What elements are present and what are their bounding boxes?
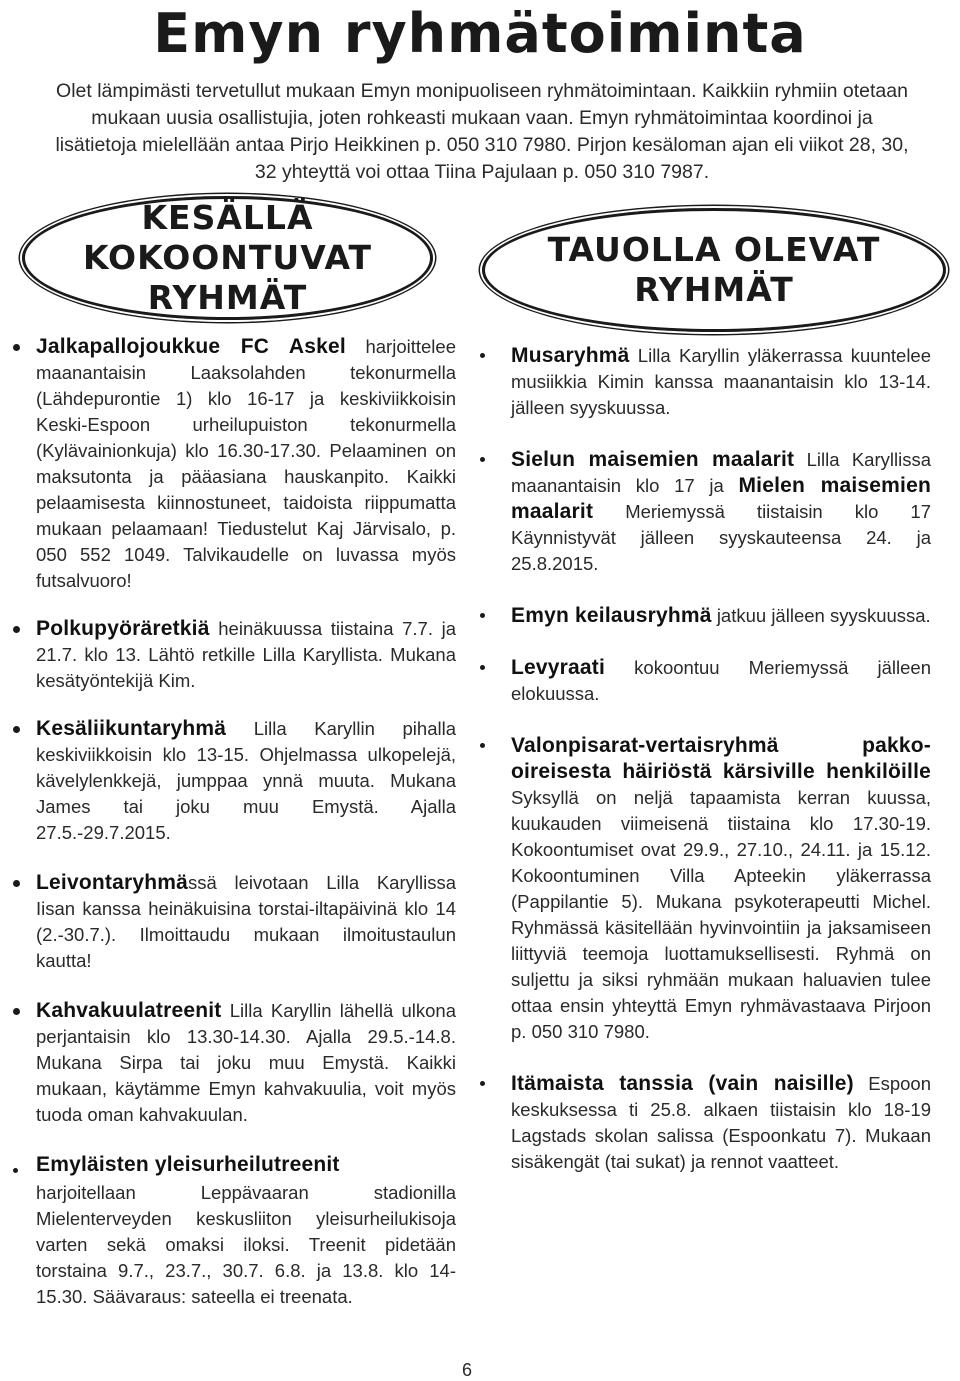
bullet-icon	[13, 880, 20, 887]
list-item	[36, 998, 456, 1128]
bullet-icon	[13, 1008, 20, 1015]
bullet-icon	[13, 344, 20, 351]
group-name: Emyläisten yleisurheilutreenit	[36, 1153, 340, 1176]
group-description: Syksyllä on neljä tapaamista kerran kuussa, kuukauden viimeisenä tiistaina klo 17.30-19. Kokoontumiset ovat 29.9., 27.10., 24.11. ja 15.12. Kokoontuminen Villa Apteekin yläkerrassa (Pappilantie 5). Mukana psykoterapeutti Michel. Ryhmässä käsitellään hyvinvointiin ja jaksamiseen liittyviä teemoja luottamuksellisesti. Ryhmä on suljettu ja siksi ryhmään mukaan haluavien tulee ottaa ensin yhteyttä Emyn ryhmävastaava Pirjoon p. 050 310 7980.	[511, 787, 931, 1042]
group-name: Leivontaryhmä	[36, 871, 188, 894]
banner-line: KESÄLLÄ	[141, 198, 314, 237]
intro-paragraph: Olet lämpimästi tervetullut mukaan Emyn monipuoliseen ryhmätoimintaan. Kaikkiin ryhmiin otetaan mukaan uusia osallistujia, joten rohkeasti mukaan vaan. Emyn ryhmätoimintaa koordinoi ja lisätietoja mielellään antaa Pirjo Heikkinen p. 050 310 7980. Pirjon kesäloman ajan eli viikot 28, 30, 32 yhteyttä voi ottaa Tiina Pajulaan p. 050 310 7987.	[55, 80, 909, 183]
group-description: kokoontuu Meriemyssä jälleen elokuussa.	[511, 657, 931, 704]
group-description: Lilla Karyllin lähellä ulkona perjantaisin klo 13.30-14.30. Ajalla 29.5.-14.8. Mukana Sirpa tai joku muu Emystä. Kaikki mukaan, käytämme Emyn kahvakuulia, voit myös tuoda oman kahvakuulan.	[36, 1000, 456, 1125]
group-description: jatkuu jälleen syyskuussa.	[716, 605, 931, 626]
page-title: Emyn ryhmätoiminta	[153, 2, 807, 65]
list-item	[36, 870, 456, 974]
list-item	[36, 334, 456, 594]
list-item	[36, 616, 456, 694]
group-name: Musaryhmä	[511, 344, 630, 367]
list-item	[511, 655, 931, 707]
group-name: Jalkapallojoukkue FC Askel	[36, 335, 346, 358]
bullet-icon	[480, 743, 485, 748]
banner-line: TAUOLLA OLEVAT	[547, 230, 881, 269]
group-description: heinäkuussa tiistaina 7.7. ja 21.7. klo 13. Lähtö retkille Lilla Karyllista. Mukana kesätyöntekijä Kim.	[36, 618, 456, 691]
group-description: Espoon keskuksessa ti 25.8. alkaen tiistaisin klo 18-19 Lagstads skolan salissa (Espoonkatu 7). Mukaan sisäkengät (tai sukat) ja rennot vaatteet.	[511, 1073, 931, 1172]
list-item	[36, 1152, 456, 1310]
summer-groups-list	[36, 334, 456, 1310]
banner-line: KOKOONTUVAT RYHMÄT	[82, 238, 373, 317]
group-description: Lilla Karyllin pihalla keskiviikkoisin klo 13-15. Ohjelmassa ulkopelejä, kävelylenkkejä, jumppaa ynnä muuta. Mukana James tai joku muu Emystä. Ajalla 27.5.-29.7.2015.	[36, 718, 456, 843]
list-item	[511, 733, 931, 1045]
group-description: Lilla Karyllissa maanantaisin klo 17 ja	[511, 449, 931, 496]
bullet-icon	[480, 1081, 485, 1086]
list-item	[511, 447, 931, 577]
banner-line: RYHMÄT	[634, 270, 794, 309]
group-name: Itämaista tanssia (vain naisille)	[511, 1072, 854, 1095]
group-name: Polkupyöräretkiä	[36, 617, 210, 640]
group-description: harjoitellaan Leppävaaran stadionilla Mielenterveyden keskusliiton yleisurheilukisoja varten sekä omaksi iloksi. Treenit pidetään torstaina 9.7., 23.7., 30.7. 6.8. ja 13.8. klo 14-15.30. Säävaraus: sateella ei treenata.	[36, 1182, 456, 1307]
bullet-icon	[480, 353, 485, 358]
list-item	[511, 1071, 931, 1175]
summer-groups-banner	[22, 196, 433, 320]
group-name: Mielen maisemien maalarit	[511, 474, 931, 523]
list-item	[36, 716, 456, 846]
bullet-icon	[480, 613, 485, 618]
bullet-icon	[480, 457, 485, 462]
list-item	[511, 603, 931, 629]
bullet-icon	[480, 665, 485, 670]
bullet-icon	[13, 626, 20, 633]
group-description: harjoittelee maanantaisin Laaksolahden tekonurmella (Lähdepurontie 1) klo 16-17 ja keskiviikkoisin Keski-Espoon urheilupuiston tekonurmella (Kylävainionkuja) klo 16.30-17.30. Pelaaminen on maksutonta ja pääasiana hauskanpito. Kaikki pelaamisesta kiinnostuneet, taidoista riippumatta mukaan pelaamaan! Tiedustelut Kaj Järvisalo, p. 050 552 1049. Talvikaudelle on luvassa myös futsalvuoro!	[36, 336, 456, 591]
list-item	[511, 343, 931, 421]
group-description: ssä leivotaan Lilla Karyllissa Iisan kanssa heinäkuisina torstai-iltapäivinä klo 14 (2.-30.7.). Ilmoittaudu mukaan ilmoitustaulun kautta!	[36, 872, 456, 971]
group-name: Kesäliikuntaryhmä	[36, 717, 227, 740]
group-name: Kahvakuulatreenit	[36, 999, 222, 1022]
group-description: Lilla Karyllin yläkerrassa kuuntelee musiikkia Kimin kanssa maanantaisin klo 13-14. jälleen syyskuussa.	[511, 345, 932, 418]
page-number: 6	[462, 1360, 473, 1380]
group-name: Emyn keilausryhmä	[511, 604, 712, 627]
group-description: Meriemyssä tiistaisin klo 17 Käynnistyvät jälleen syyskauteensa 24. ja 25.8.2015.	[511, 501, 932, 574]
bullet-icon	[13, 1168, 18, 1173]
bullet-icon	[13, 726, 20, 733]
group-name: Valonpisarat-vertaisryhmä pakko-oireisesta häiriöstä kärsiville henkilöille	[511, 734, 931, 783]
paused-groups-banner	[482, 208, 946, 332]
group-name: Levyraati	[511, 656, 606, 679]
paused-groups-list	[511, 343, 931, 1175]
group-name: Sielun maisemien maalarit	[511, 448, 795, 471]
